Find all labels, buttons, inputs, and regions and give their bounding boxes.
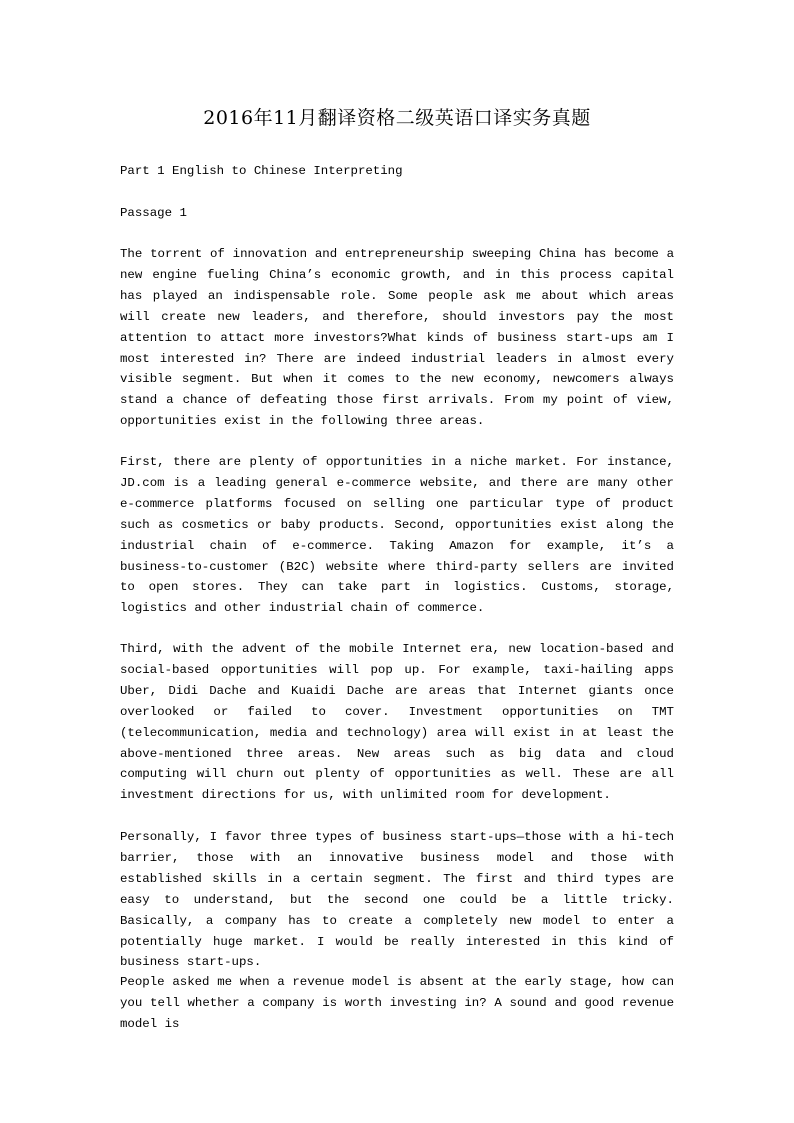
part-heading: Part 1 English to Chinese Interpreting	[120, 164, 403, 178]
passage-heading: Passage 1	[120, 206, 187, 220]
paragraph-5: People asked me when a revenue model is absent at the early stage, how can you tell whether a company is worth investing in? A sound and good revenue model is	[120, 975, 674, 1031]
document-title: 2016年11月翻译资格二级英语口译实务真题	[203, 107, 591, 129]
paragraph-1: The torrent of innovation and entrepreneurship sweeping China has become a new engine fueling China’s economic growth, and in this process capital has played an indispensable role. Some people ask me about which areas will create new leaders, and therefore, should investors pay the most attention to attact more investors?What kinds of business start-ups am I most interested in? There are indeed industrial leaders in almost every visible segment. But when it comes to the new economy, newcomers always stand a chance of defeating those first arrivals. From my point of view, opportunities exist in the following three areas.	[120, 247, 674, 429]
paragraph-4: Personally, I favor three types of business start-ups—those with a hi-tech barrier, those with an innovative business model and those with established skills in a certain segment. The first and third types are easy to understand, but the second one could be a little tricky. Basically, a company has to create a completely new model to enter a potentially huge market. I would be really interested in this kind of business start-ups.	[120, 830, 674, 970]
paragraph-2: First, there are plenty of opportunities in a niche market. For instance, JD.com is a leading general e-commerce website, and there are many other e-commerce platforms focused on selling one particular type of product such as cosmetics or baby products. Second, opportunities exist along the industrial chain of e-commerce. Taking Amazon for example, it’s a business-to-customer (B2C) website where third-party sellers are invited to open stores. They can take part in logistics. Customs, storage, logistics and other industrial chain of commerce.	[120, 455, 674, 616]
paragraph-3: Third, with the advent of the mobile Internet era, new location-based and social-based opportunities will pop up. For example, taxi-hailing apps Uber, Didi Dache and Kuaidi Dache are areas that Internet giants once overlooked or failed to cover. Investment opportunities on TMT (telecommunication, media and technology) area will exist in at least the above-mentioned three areas. New areas such as big data and cloud computing will churn out plenty of opportunities as well. These are all investment directions for us, with unlimited room for development.	[120, 642, 674, 803]
